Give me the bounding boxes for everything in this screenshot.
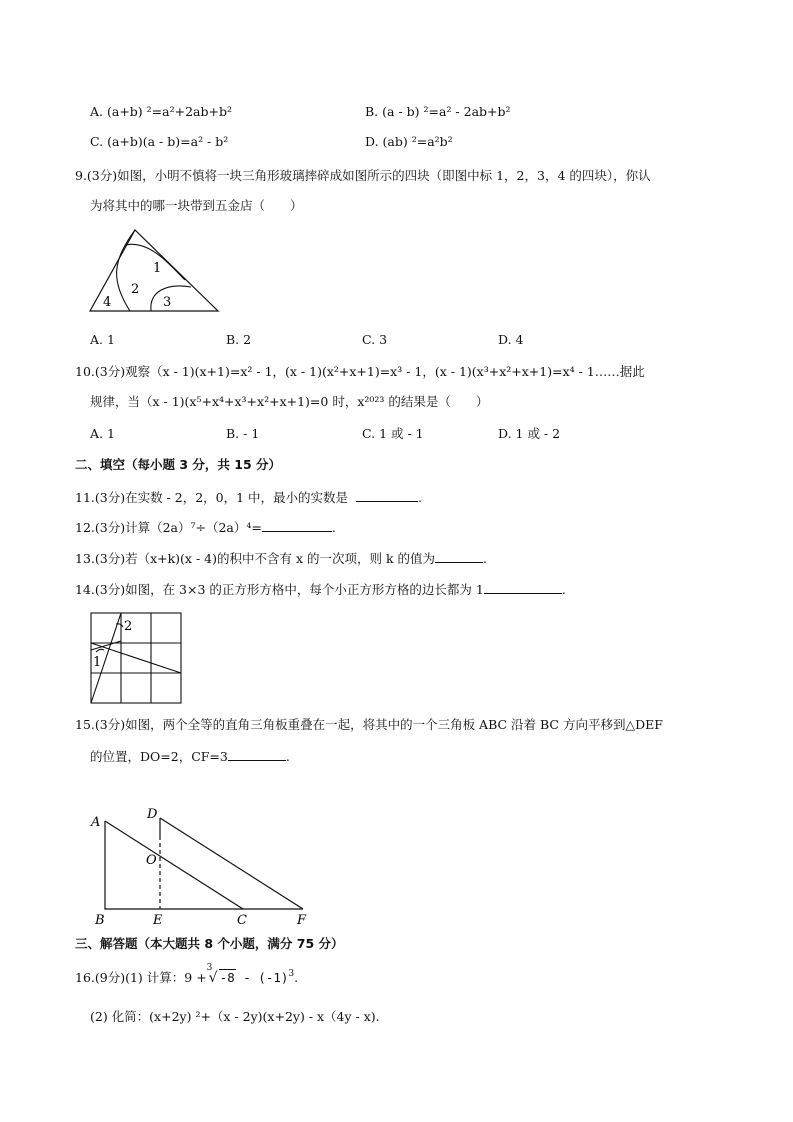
q16-part1-end: . <box>294 970 299 985</box>
q8-option-b <box>365 104 511 120</box>
q14-grid-figure <box>88 610 184 705</box>
q15-hypotenuse-ac <box>105 821 243 909</box>
q10-stem-line2: 规律，当（x - 1)(x⁵+x⁴+x³+x²+x+1)=0 时，x²⁰²³ 的结果是（ ） <box>90 394 489 409</box>
q9-stem-line2: 为将其中的哪一块带到五金店（ ） <box>90 198 303 213</box>
q11-text: 11.(3分)在实数 - 2，2，0，1 中，最小的实数是 <box>75 490 349 505</box>
radical-icon: √ <box>208 970 218 986</box>
q12 <box>75 520 336 536</box>
q13-answer-blank[interactable] <box>435 551 483 563</box>
section-3-title: 三、解答题（本大题共 8 个小题，满分 75 分） <box>75 936 344 951</box>
q15-label-a: A <box>91 815 101 830</box>
q15-label-e: E <box>153 913 163 928</box>
section-2-title: 二、填空（每小题 3 分，共 15 分） <box>75 457 282 472</box>
q8-option-b-label: B. <box>365 104 379 119</box>
q14 <box>75 582 566 598</box>
q11-answer-blank[interactable] <box>356 490 418 502</box>
q12-end: . <box>331 520 336 535</box>
q14-text: 14.(3分)如图，在 3×3 的正方形方格中，每个小正方形方格的边长都为 1 <box>75 582 484 597</box>
q14-angle-1-arc <box>96 649 104 652</box>
q14-angle-label-1: 1 <box>93 655 102 670</box>
q15-label-f: F <box>297 913 307 928</box>
q11-end: . <box>418 490 423 505</box>
q15-stem-line1: 15.(3分)如图，两个全等的直角三角板重叠在一起，将其中的一个三角板 ABC 沿着 BC 方向平移到△DEF <box>75 717 663 732</box>
q8-option-d <box>365 134 453 150</box>
q15-label-c: C <box>237 913 247 928</box>
q13-end: . <box>483 551 487 566</box>
q9-piece-label-4: 4 <box>103 295 112 310</box>
q15-end: . <box>285 749 290 764</box>
q16-part1-suffix: - (-1) <box>235 970 289 985</box>
q16-radicand: -8 <box>219 970 235 985</box>
q14-angle-label-2: 2 <box>124 619 133 634</box>
q10-option-b: B. - 1 <box>226 426 260 441</box>
q12-answer-blank[interactable] <box>262 520 332 532</box>
q11 <box>75 490 422 506</box>
q15-label-b: B <box>95 913 105 928</box>
q16-part1 <box>75 963 299 986</box>
q9-option-d: D. 4 <box>498 332 524 347</box>
q10-option-d: D. 1 或 - 2 <box>498 426 561 441</box>
q13 <box>75 551 487 567</box>
q14-diagonal-shallow <box>91 643 181 673</box>
q8-option-c <box>90 134 228 150</box>
q8-option-c-expr: (a+b)(a - b)=a² - b² <box>107 134 229 149</box>
q12-text: 12.(3分)计算（2a）⁷÷（2a）⁴= <box>75 520 262 535</box>
q16-part1-exponent: 3 <box>288 969 295 979</box>
q16-cube-root: 3 √ -8 <box>206 963 235 986</box>
q16-part1-prefix: 16.(9分)(1) 计算：9 + <box>75 970 207 985</box>
q8-option-b-expr: (a - b) ²=a² - 2ab+b² <box>382 104 511 119</box>
q9-option-a: A. 1 <box>90 332 115 347</box>
q15-triangles-figure <box>85 800 315 928</box>
q14-end: . <box>561 582 566 597</box>
q15-stem-line2 <box>90 749 290 765</box>
q8-option-c-label: C. <box>90 134 104 149</box>
q9-piece-label-1: 1 <box>153 261 162 276</box>
q10-option-a: A. 1 <box>90 426 115 441</box>
q9-stem-line1: 9.(3分)如图，小明不慎将一块三角形玻璃摔碎成如图所示的四块（即图中标 1，2，3，4 的四块），你认 <box>75 168 651 183</box>
q10-option-c: C. 1 或 - 1 <box>362 426 424 441</box>
q8-option-d-expr: (ab) ²=a²b² <box>382 134 453 149</box>
q9-option-b: B. 2 <box>226 332 252 347</box>
q9-crack-1 <box>117 230 135 311</box>
q15-hypotenuse-df <box>160 818 303 909</box>
q15-answer-blank[interactable] <box>228 749 286 761</box>
q13-text: 13.(3分)若（x+k)(x - 4)的积中不含有 x 的一次项，则 k 的值为 <box>75 551 436 566</box>
q9-piece-label-3: 3 <box>163 295 172 310</box>
q9-option-c: C. 3 <box>362 332 388 347</box>
q9-piece-label-2: 2 <box>131 282 140 297</box>
q15-label-o: O <box>146 853 157 868</box>
q8-option-a <box>90 104 232 120</box>
q8-option-a-expr: (a+b) ²=a²+2ab+b² <box>107 104 232 119</box>
q9-triangle-figure <box>85 225 225 317</box>
q15-given-values: 的位置，DO=2，CF=3 <box>90 749 228 764</box>
q8-option-d-label: D. <box>365 134 379 149</box>
q14-diagonal-short <box>91 641 121 650</box>
q10-stem-line1: 10.(3分)观察（x - 1)(x+1)=x² - 1，(x - 1)(x²+x+1)=x³ - 1，(x - 1)(x³+x²+x+1)=x⁴ - 1……据此 <box>75 364 645 379</box>
q16-part2: (2) 化简：(x+2y) ²+（x - 2y)(x+2y) - x（4y - x). <box>90 1009 380 1024</box>
q15-label-d: D <box>147 807 158 822</box>
q14-answer-blank[interactable] <box>484 582 562 594</box>
q8-option-a-label: A. <box>90 104 104 119</box>
